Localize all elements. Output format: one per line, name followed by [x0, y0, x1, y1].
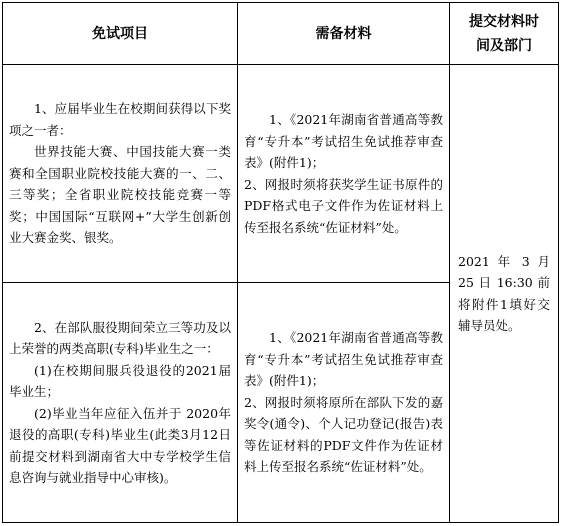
materials-text: 1、《2021年湖南省普通高等教育“专升本”考试招生免试推荐审查表》(附件1)； [244, 112, 443, 170]
header-submission-line1: 提交材料时 [469, 13, 539, 30]
submission-time-text: 2021 年 3 月 25 日 16:30 前将附件1填好交辅导员处。 [458, 253, 550, 333]
exemption-item-text: 世界技能大赛、中国技能大赛一类赛和全国职业院校技能大赛的一、二、三等奖；全省职业院校技能竞赛一等奖；中国国际“互联网+”大学生创新创业大赛金奖、银奖。 [9, 144, 231, 246]
header-submission-time [450, 3, 559, 65]
exemption-table [2, 2, 559, 523]
exemption-item-cell [3, 283, 238, 523]
exemption-item-text: 1、应届毕业生在校期间获得以下奖项之一者： [9, 101, 231, 138]
header-exemption-item: 免试项目 [3, 3, 238, 65]
exemption-item-cell [3, 65, 238, 283]
materials-text: 2、网报时须将原所在部队下发的嘉奖令(通令)、个人记功登记(报告)表等佐证材料的PDF文件作为佐证材料上传至报名系统“佐证材料”处。 [244, 394, 443, 475]
header-submission-line2: 间及部门 [476, 37, 532, 54]
exemption-item-text: (2)毕业当年应征入伍并于 2020年退役的高职(专科)毕业生(此类3月12日前提交材料到湖南省大中专学校学生信息咨询与就业指导中心审核)。 [9, 405, 231, 485]
exemption-item-text: 2、在部队服役期间荣立三等功及以上荣誉的两类高职(专科)毕业生之一： [9, 319, 231, 356]
header-required-materials: 需备材料 [238, 3, 450, 65]
table-row [3, 65, 559, 283]
exemption-item-text: (1)在校期间服兵役退役的2021届毕业生； [9, 362, 231, 399]
materials-text: 2、网报时须将获奖学生证书原件的PDF格式电子文件作为佐证材料上传至报名系统“佐证材料”处。 [244, 176, 443, 235]
materials-text: 1、《2021年湖南省普通高等教育“专升本”考试招生免试推荐审查表》(附件1)； [244, 330, 443, 389]
materials-cell [238, 283, 450, 523]
submission-time-cell [450, 65, 559, 523]
materials-cell [238, 65, 450, 283]
header-row [3, 3, 559, 65]
